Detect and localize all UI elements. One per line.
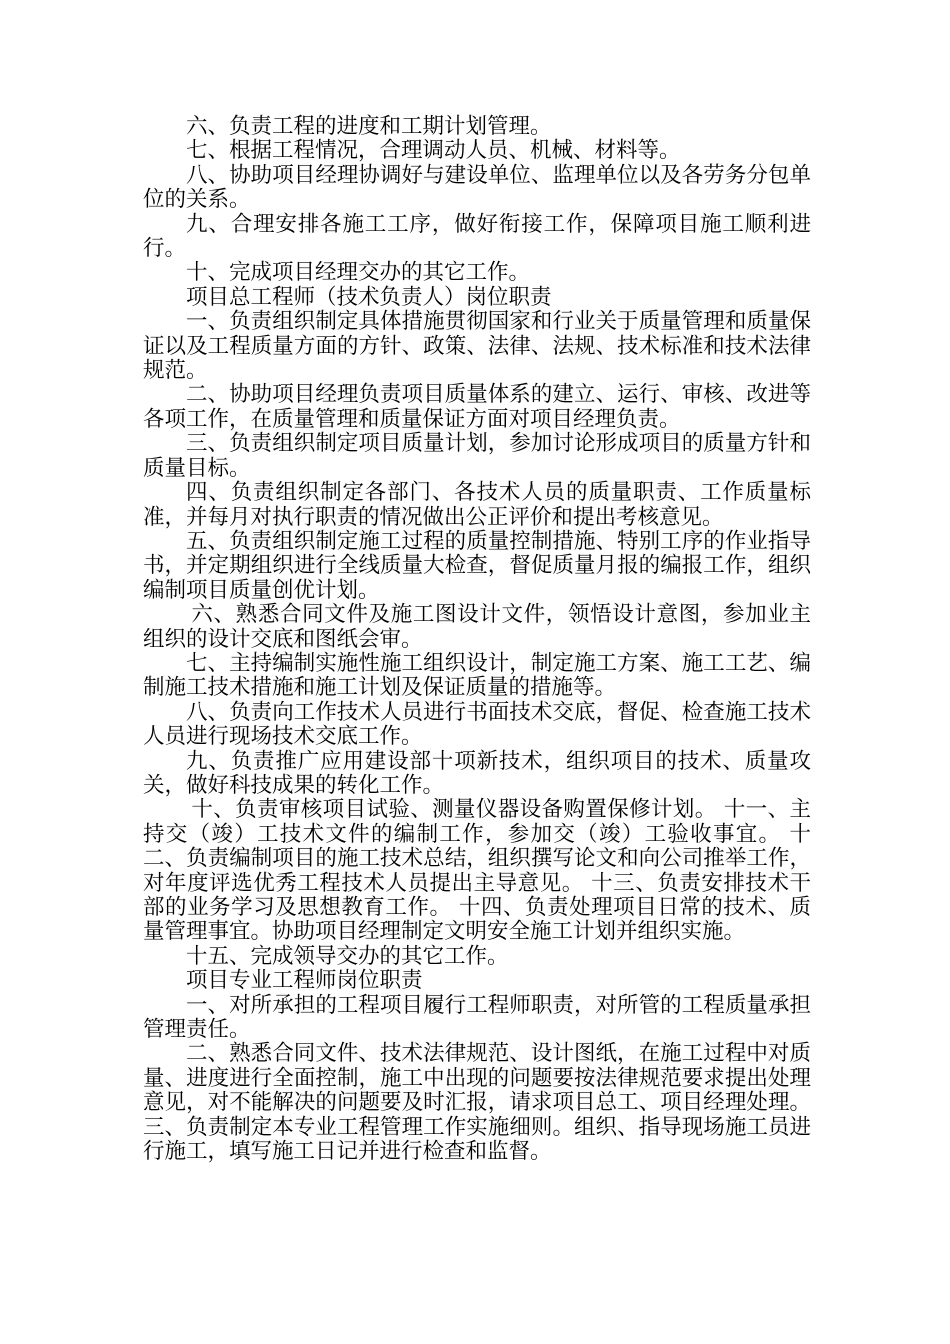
paragraph-duty-10-other: 十、完成项目经理交办的其它工作。 (186, 260, 531, 286)
paragraph-chief-duty-10-to-14: 十、负责审核项目试验、测量仪器设备购置保修计划。 十一、主持交（竣）工技术文件的编制工作，参加交（竣）工验收事宜。 十二、负责编制项目的施工技术总结，组织撰写论文和向公司推举工作，对年度评选优秀工程技术人员提出主导意见。 十三、负责安排技术干部的业务学习及思想教育工作。 十四、负责处理项目日常的技术、质量管理事宜。协助项目经理制定文明安全施工计划并组织实施。 (143, 797, 811, 945)
paragraph-chief-duty-9: 九、负责推广应用建设部十项新技术，组织项目的技术、质量攻关，做好科技成果的转化工作。 (143, 748, 811, 798)
paragraph-chief-duty-6: 六、熟悉合同文件及施工图设计文件，领悟设计意图，参加业主组织的设计交底和图纸会审。 (143, 602, 811, 652)
document-body (143, 115, 811, 1164)
paragraph-chief-duty-4: 四、负责组织制定各部门、各技术人员的质量职责、工作质量标准，并每月对执行职责的情况做出公正评价和提出考核意见。 (143, 480, 811, 530)
paragraph-chief-duty-7: 七、主持编制实施性施工组织设计，制定施工方案、施工工艺、编制施工技术措施和施工计划及保证质量的措施等。 (143, 650, 811, 701)
paragraph-chief-duty-15: 十五、完成领导交办的其它工作。 (186, 943, 509, 969)
paragraph-chief-duty-1: 一、负责组织制定具体措施贯彻国家和行业关于质量管理和质量保证以及工程质量方面的方针、政策、法律、法规、技术标准和技术法律规范。 (143, 309, 811, 384)
section-heading-chief-engineer: 项目总工程师（技术负责人）岗位职责 (186, 284, 552, 310)
paragraph-chief-duty-8: 八、负责向工作技术人员进行书面技术交底，督促、检查施工技术人员进行现场技术交底工作。 (143, 699, 811, 750)
paragraph-specialty-duty-1: 一、对所承担的工程项目履行工程师职责，对所管的工程质量承担管理责任。 (143, 992, 811, 1043)
paragraph-specialty-duty-2-3: 二、熟悉合同文件、技术法律规范、设计图纸，在施工过程中对质量、进度进行全面控制，施工中出现的问题要按法律规范要求提出处理意见，对不能解决的问题要及时汇报，请求项目总工、项目经理处理。 三、负责制定本专业工程管理工作实施细则。组织、指导现场施工员进行施工，填写施工日记并进行检查和监督。 (143, 1041, 811, 1165)
paragraph-duty-9-sequencing: 九、合理安排各施工工序，做好衔接工作，保障项目施工顺利进行。 (143, 211, 811, 262)
paragraph-chief-duty-5: 五、负责组织制定施工过程的质量控制措施、特别工序的作业指导书，并定期组织进行全线质量大检查，督促质量月报的编报工作，组织编制项目质量创优计划。 (143, 528, 811, 603)
paragraph-duty-6-schedule: 六、负责工程的进度和工期计划管理。 (186, 114, 552, 139)
paragraph-chief-duty-3: 三、负责组织制定项目质量计划，参加讨论形成项目的质量方针和质量目标。 (143, 431, 811, 481)
section-heading-specialty-engineer: 项目专业工程师岗位职责 (186, 968, 423, 994)
paragraph-duty-8-coordination: 八、协助项目经理协调好与建设单位、监理单位以及各劳务分包单位的关系。 (143, 162, 811, 213)
paragraph-chief-duty-2: 二、协助项目经理负责项目质量体系的建立、运行、审核、改进等各项工作，在质量管理和质量保证方面对项目经理负责。 (143, 382, 811, 432)
paragraph-duty-7-resources: 七、根据工程情况，合理调动人员、机械、材料等。 (186, 138, 681, 164)
